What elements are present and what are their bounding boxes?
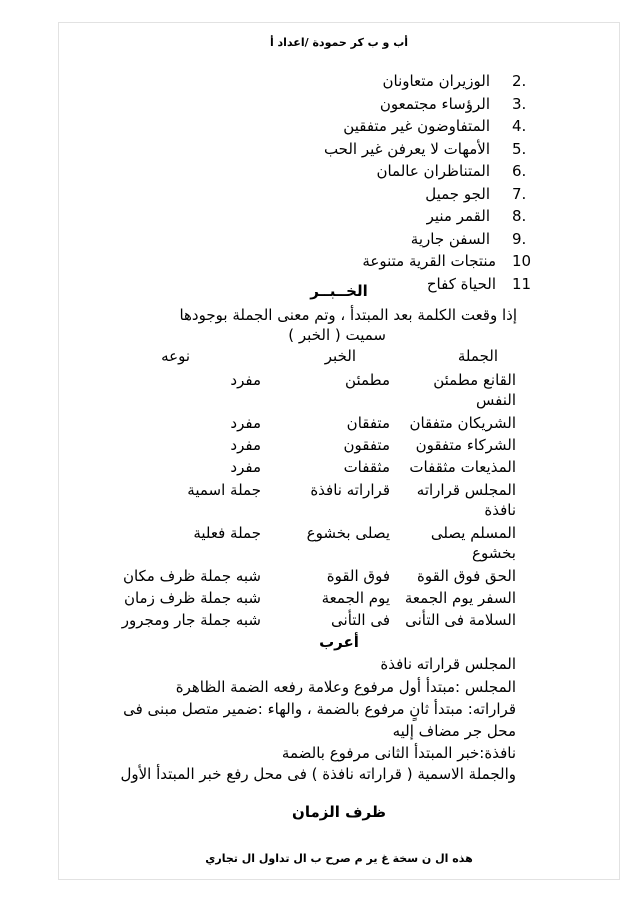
page-header: أب و ب كر حمودة /اعداد أ	[269, 36, 409, 49]
table-cell-jumla-cont: بخشوع	[472, 544, 516, 562]
table-cell-khabar: فوق القوة	[326, 567, 390, 585]
list-number: 8.	[512, 207, 527, 225]
list-number: 11	[512, 274, 532, 293]
table-cell-khabar: متفقون	[343, 436, 390, 454]
list-item-text: المتناظران عالمان	[376, 162, 490, 180]
list-item-text: الحياة كفاح	[426, 274, 496, 293]
table-cell-jumla: المسلم يصلى	[430, 524, 516, 542]
irab-line: المجلس :مبتدأ أول مرفوع وعلامة رفعه الضمة الظاهرة	[175, 678, 516, 696]
list-number: 2.	[512, 72, 527, 90]
list-number: 6.	[512, 162, 527, 180]
list-number: 5.	[512, 139, 527, 158]
table-cell-jumla: السلامة فى التأنى	[405, 611, 516, 629]
list-number: 7.	[512, 184, 527, 203]
table-cell-jumla: المجلس قراراته	[416, 481, 516, 499]
table-cell-type: شبه جملة جار ومجرور	[121, 611, 261, 629]
table-cell-khabar: قراراته نافذة	[310, 481, 390, 499]
page-footer: هذه ال ن سخة غ ير م صرح ب ال تداول ال تجاري	[205, 852, 473, 865]
list-number: 9.	[512, 229, 527, 248]
table-cell-jumla-cont: النفس	[476, 391, 516, 409]
table-cell-type: شبه جملة ظرف زمان	[123, 589, 261, 607]
table-cell-khabar: فى التأنى	[331, 611, 390, 629]
list-item-text: الأمهات لا يعرفن غير الحب	[323, 139, 490, 158]
khabar-title: الخــبــر	[310, 282, 368, 300]
irab-line: والجملة الاسمية ( قراراته نافذة ) فى محل رفع خبر المبتدأ الأول	[120, 765, 516, 783]
table-cell-type: جملة فعلية	[193, 524, 261, 542]
list-item-text: الرؤساء مجتمعون	[379, 94, 490, 113]
table-header: الخبر	[324, 347, 356, 365]
table-cell-jumla: الحق فوق القوة	[417, 567, 516, 585]
irab-line: محل جر مضاف إليه	[392, 722, 516, 740]
list-item-text: المتفاوضون غير متفقين	[343, 117, 490, 135]
list-item-text: القمر منير	[426, 207, 490, 225]
irab-line: المجلس قراراته نافذة	[380, 655, 516, 673]
list-item-text: منتجات القرية متنوعة	[362, 252, 496, 270]
table-cell-khabar: متفقان	[346, 414, 390, 432]
table-cell-type: مفرد	[230, 414, 261, 432]
irab-line: قراراته: مبتدأ ثانٍ مرفوع بالضمة ، والهاء :ضمير متصل مبنى فى	[123, 700, 516, 718]
table-cell-khabar: يصلى بخشوع	[306, 524, 390, 542]
table-cell-type: مفرد	[230, 371, 261, 389]
table-cell-khabar: مثقفات	[343, 458, 390, 476]
table-cell-type: شبه جملة ظرف مكان	[122, 567, 261, 585]
list-number: 3.	[512, 94, 527, 113]
table-cell-jumla-cont: نافذة	[484, 501, 516, 519]
table-cell-khabar: يوم الجمعة	[321, 589, 390, 607]
table-header: نوعه	[161, 347, 190, 365]
definition-line-2: سميت ( الخبر )	[288, 326, 386, 344]
definition-line-1: إذا وقعت الكلمة بعد المبتدأ ، وتم معنى الجملة بوجودها	[179, 306, 517, 324]
table-cell-jumla: القانع مطمئن	[433, 371, 516, 389]
table-cell-jumla: المذيعات مثقفات	[409, 458, 516, 476]
irab-line: نافذة:خبر المبتدأ الثانى مرفوع بالضمة	[281, 744, 516, 762]
list-item-text: الجو جميل	[425, 184, 490, 203]
list-number: 4.	[512, 117, 527, 135]
list-item-text: السفن جارية	[410, 229, 490, 248]
table-cell-type: جملة اسمية	[187, 481, 261, 499]
table-cell-jumla: الشريكان متفقان	[409, 414, 516, 432]
table-header: الجملة	[457, 347, 498, 365]
table-cell-jumla: الشركاء متفقون	[415, 436, 516, 454]
list-number: 10	[512, 252, 532, 270]
list-item-text: الوزيران متعاونان	[382, 72, 490, 90]
irab-title: أعرب	[319, 633, 359, 651]
table-cell-type: مفرد	[230, 458, 261, 476]
table-cell-khabar: مطمئن	[345, 371, 390, 389]
table-cell-jumla: السفر يوم الجمعة	[404, 589, 516, 607]
zarf-title: ظرف الزمان	[292, 803, 386, 821]
table-cell-type: مفرد	[230, 436, 261, 454]
